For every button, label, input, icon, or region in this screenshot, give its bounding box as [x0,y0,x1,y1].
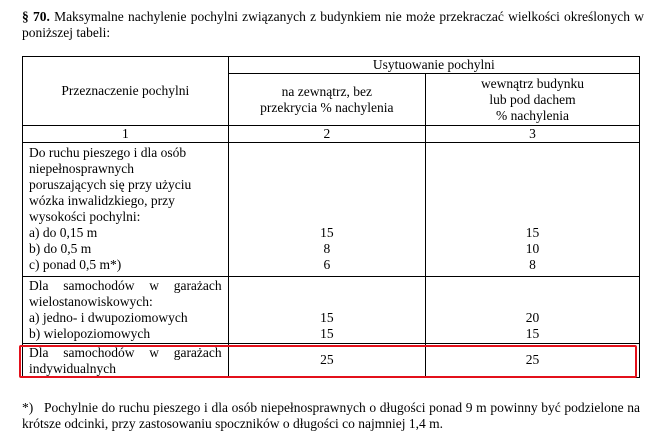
label-line: Dla samochodów w garażach [29,278,222,293]
value-line: 25 [525,352,540,367]
label-line: niepełnosprawnych [29,161,134,176]
intro-text: Maksymalne nachylenie pochylni związanych z budynkiem nie może przekraczać wielkości określonych w poniższej tabeli: [22,9,644,40]
header-outside-line: przekrycia % nachylenia [260,99,394,115]
value-line: 8 [529,257,536,272]
value-line [426,294,639,310]
value-line: 15 [320,225,334,240]
value-line: 15 [525,326,540,341]
value-line: 15 [320,310,334,325]
value-line [426,278,639,294]
value-inside [426,143,640,277]
label-line: wielostanowiskowych: [29,294,153,309]
header-location: Usytuowanie pochylni [228,57,639,74]
value-outside [228,344,425,378]
value-line: 6 [323,257,331,272]
value-line [229,294,425,310]
footnote-text: Pochylnie do ruchu pieszego i dla osób niepełnosprawnych o długości ponad 9 m powinny być podzielone na krótsze odcinki, przy zastosowaniu spoczników o długości co najmniej 1,4 m. [22,400,640,431]
label-line: Dla samochodów w garażach [29,345,222,360]
table-row [23,344,640,378]
table-row [23,277,640,344]
slope-table [22,56,640,378]
value-line [426,161,639,177]
intro-paragraph [22,9,644,41]
value-outside [228,277,425,344]
header-inside-line: lub pod dachem [489,91,576,107]
header-inside-line: % nachylenia [495,107,570,123]
header-outside [228,74,425,126]
value-inside [426,277,640,344]
column-number: 3 [426,126,640,143]
value-line [229,278,425,294]
value-line: 8 [323,241,331,256]
value-line [426,177,639,193]
value-line [229,193,425,209]
value-line: 20 [525,310,540,325]
label-line: b) wielopoziomowych [29,326,151,341]
label-line: Do ruchu pieszego i dla osób [29,145,187,160]
label-line: a) do 0,15 m [29,225,98,240]
value-line [426,193,639,209]
header-inside [426,74,640,126]
value-line: 15 [525,225,540,240]
label-line: c) ponad 0,5 m*) [29,257,122,272]
row-label [23,344,229,378]
footnote-mark: *) [22,400,34,415]
column-number: 1 [23,126,229,143]
footnote [22,400,640,432]
label-line: b) do 0,5 m [29,241,92,256]
value-line [426,145,639,161]
row-label [23,277,229,344]
paragraph-number: § 70. [22,9,50,24]
label-line: wózka inwalidzkiego, przy [29,193,175,208]
value-line: 10 [525,241,540,256]
header-inside-line: wewnątrz budynku [480,75,585,91]
label-line: wysokości pochylni: [29,209,141,224]
value-outside [228,143,425,277]
label-line: indywidualnych [29,361,116,376]
label-line: a) jedno- i dwupoziomowych [29,310,188,325]
value-line [229,145,425,161]
header-outside-line: na zewnątrz, bez [281,83,372,99]
value-line [229,161,425,177]
value-line: 25 [320,352,334,367]
value-line [229,209,425,225]
row-label [23,143,229,277]
label-line: poruszających się przy użyciu [29,177,192,192]
table-row [23,143,640,277]
value-line [229,177,425,193]
column-number: 2 [228,126,425,143]
value-inside [426,344,640,378]
value-line: 15 [320,326,334,341]
value-line [426,209,639,225]
header-purpose: Przeznaczenie pochylni [23,57,229,126]
